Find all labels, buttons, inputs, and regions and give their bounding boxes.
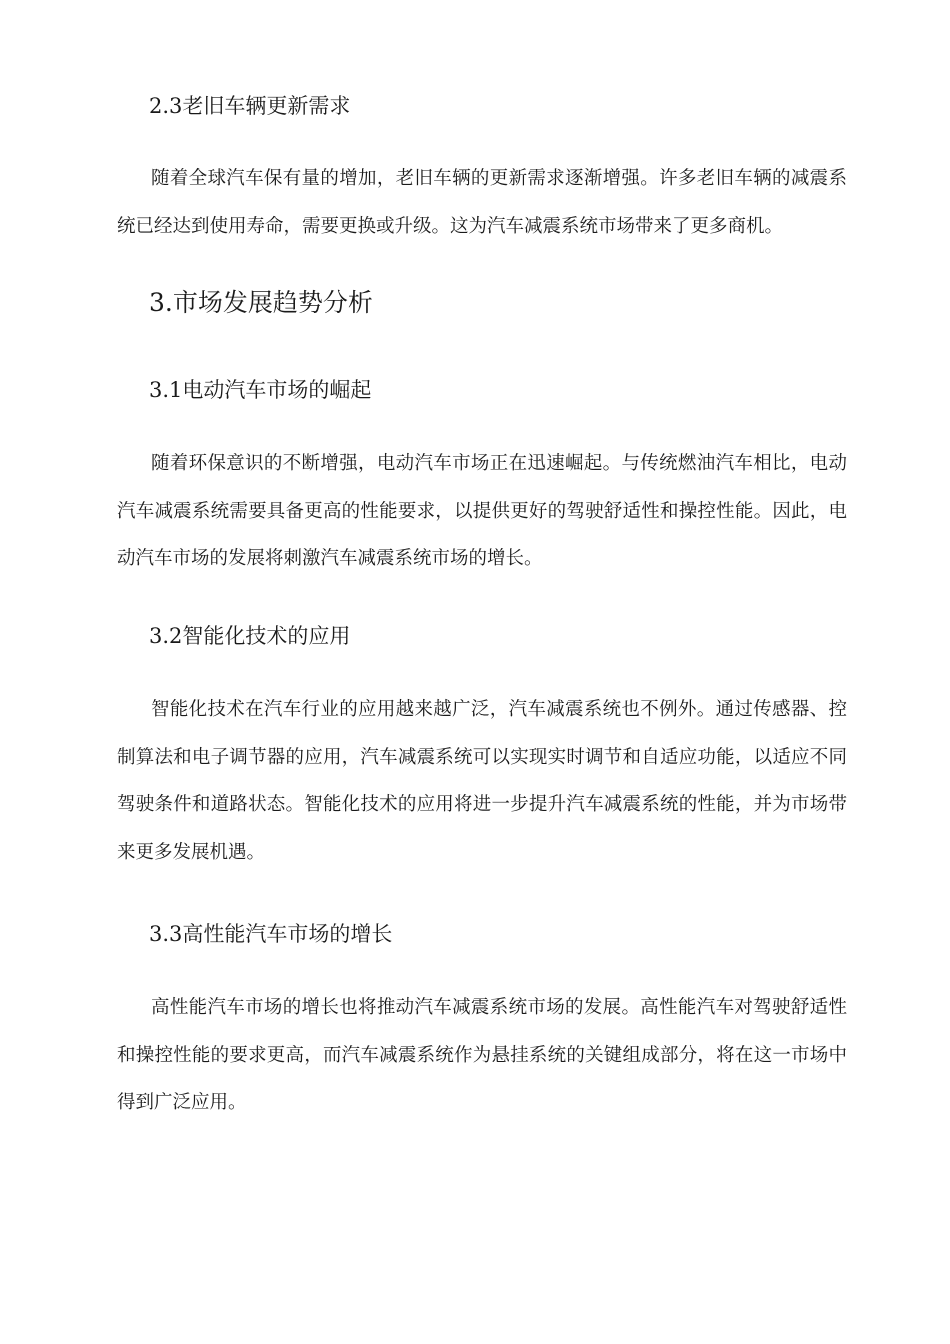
paragraph-2-3: 随着全球汽车保有量的增加，老旧车辆的更新需求逐渐增强。许多老旧车辆的减震系统已经达到使用寿命，需要更换或升级。这为汽车减震系统市场带来了更多商机。: [117, 168, 847, 237]
section-heading-3-2: 3.2智能化技术的应用: [149, 624, 351, 648]
paragraph-3-2: 智能化技术在汽车行业的应用越来越广泛，汽车减震系统也不例外。通过传感器、控制算法和电子调节器的应用，汽车减震系统可以实现实时调节和自适应功能，以适应不同驾驶条件和道路状态。智能化技术的应用将进一步提升汽车减震系统的性能，并为市场带来更多发展机遇。: [117, 699, 847, 863]
section-heading-3-1: 3.1电动汽车市场的崛起: [149, 378, 372, 402]
section-heading-3-3: 3.3高性能汽车市场的增长: [149, 922, 393, 946]
paragraph-3-1: 随着环保意识的不断增强，电动汽车市场正在迅速崛起。与传统燃油汽车相比，电动汽车减震系统需要具备更高的性能要求，以提供更好的驾驶舒适性和操控性能。因此，电动汽车市场的发展将刺激汽车减震系统市场的增长。: [117, 453, 847, 569]
section-heading-2-3: 2.3老旧车辆更新需求: [149, 94, 351, 118]
chapter-heading-3: 3.市场发展趋势分析: [149, 288, 373, 317]
paragraph-3-3: 高性能汽车市场的增长也将推动汽车减震系统市场的发展。高性能汽车对驾驶舒适性和操控性能的要求更高，而汽车减震系统作为悬挂系统的关键组成部分，将在这一市场中得到广泛应用。: [117, 997, 847, 1113]
